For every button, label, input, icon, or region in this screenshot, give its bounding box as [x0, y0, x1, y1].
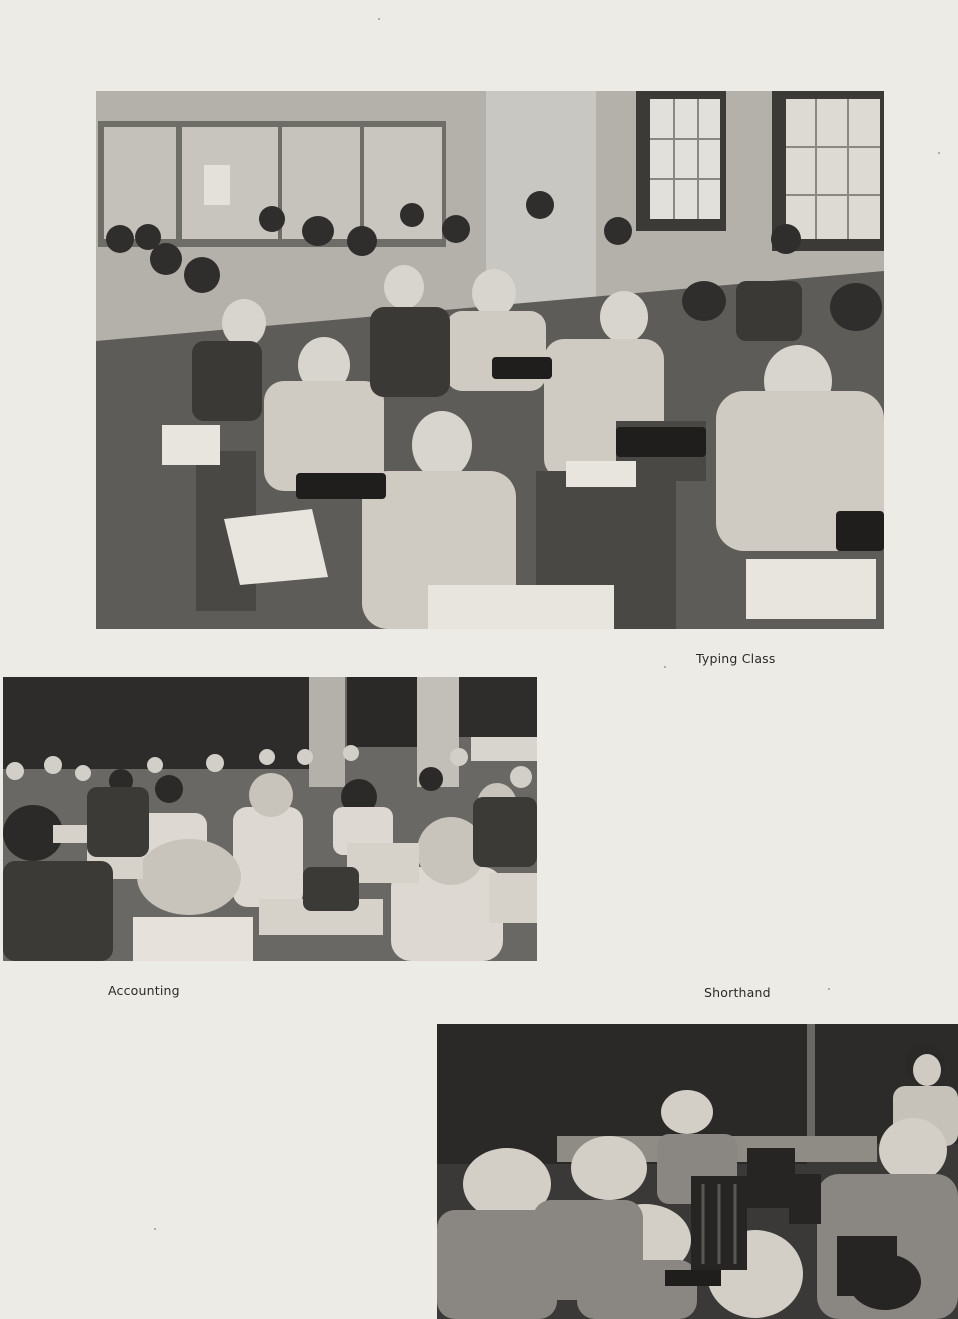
paper-speck: [828, 988, 830, 990]
paper-speck: [154, 1228, 156, 1230]
typing-class-caption: Typing Class: [696, 651, 776, 666]
paper-speck: [664, 666, 666, 668]
paper-speck: [938, 152, 940, 154]
typing-class-photo: [96, 91, 884, 629]
accounting-caption: Accounting: [108, 983, 180, 998]
shorthand-caption: Shorthand: [704, 985, 771, 1000]
accounting-photo: [3, 677, 537, 961]
shorthand-photo: [437, 1024, 958, 1319]
paper-speck: [378, 18, 380, 20]
